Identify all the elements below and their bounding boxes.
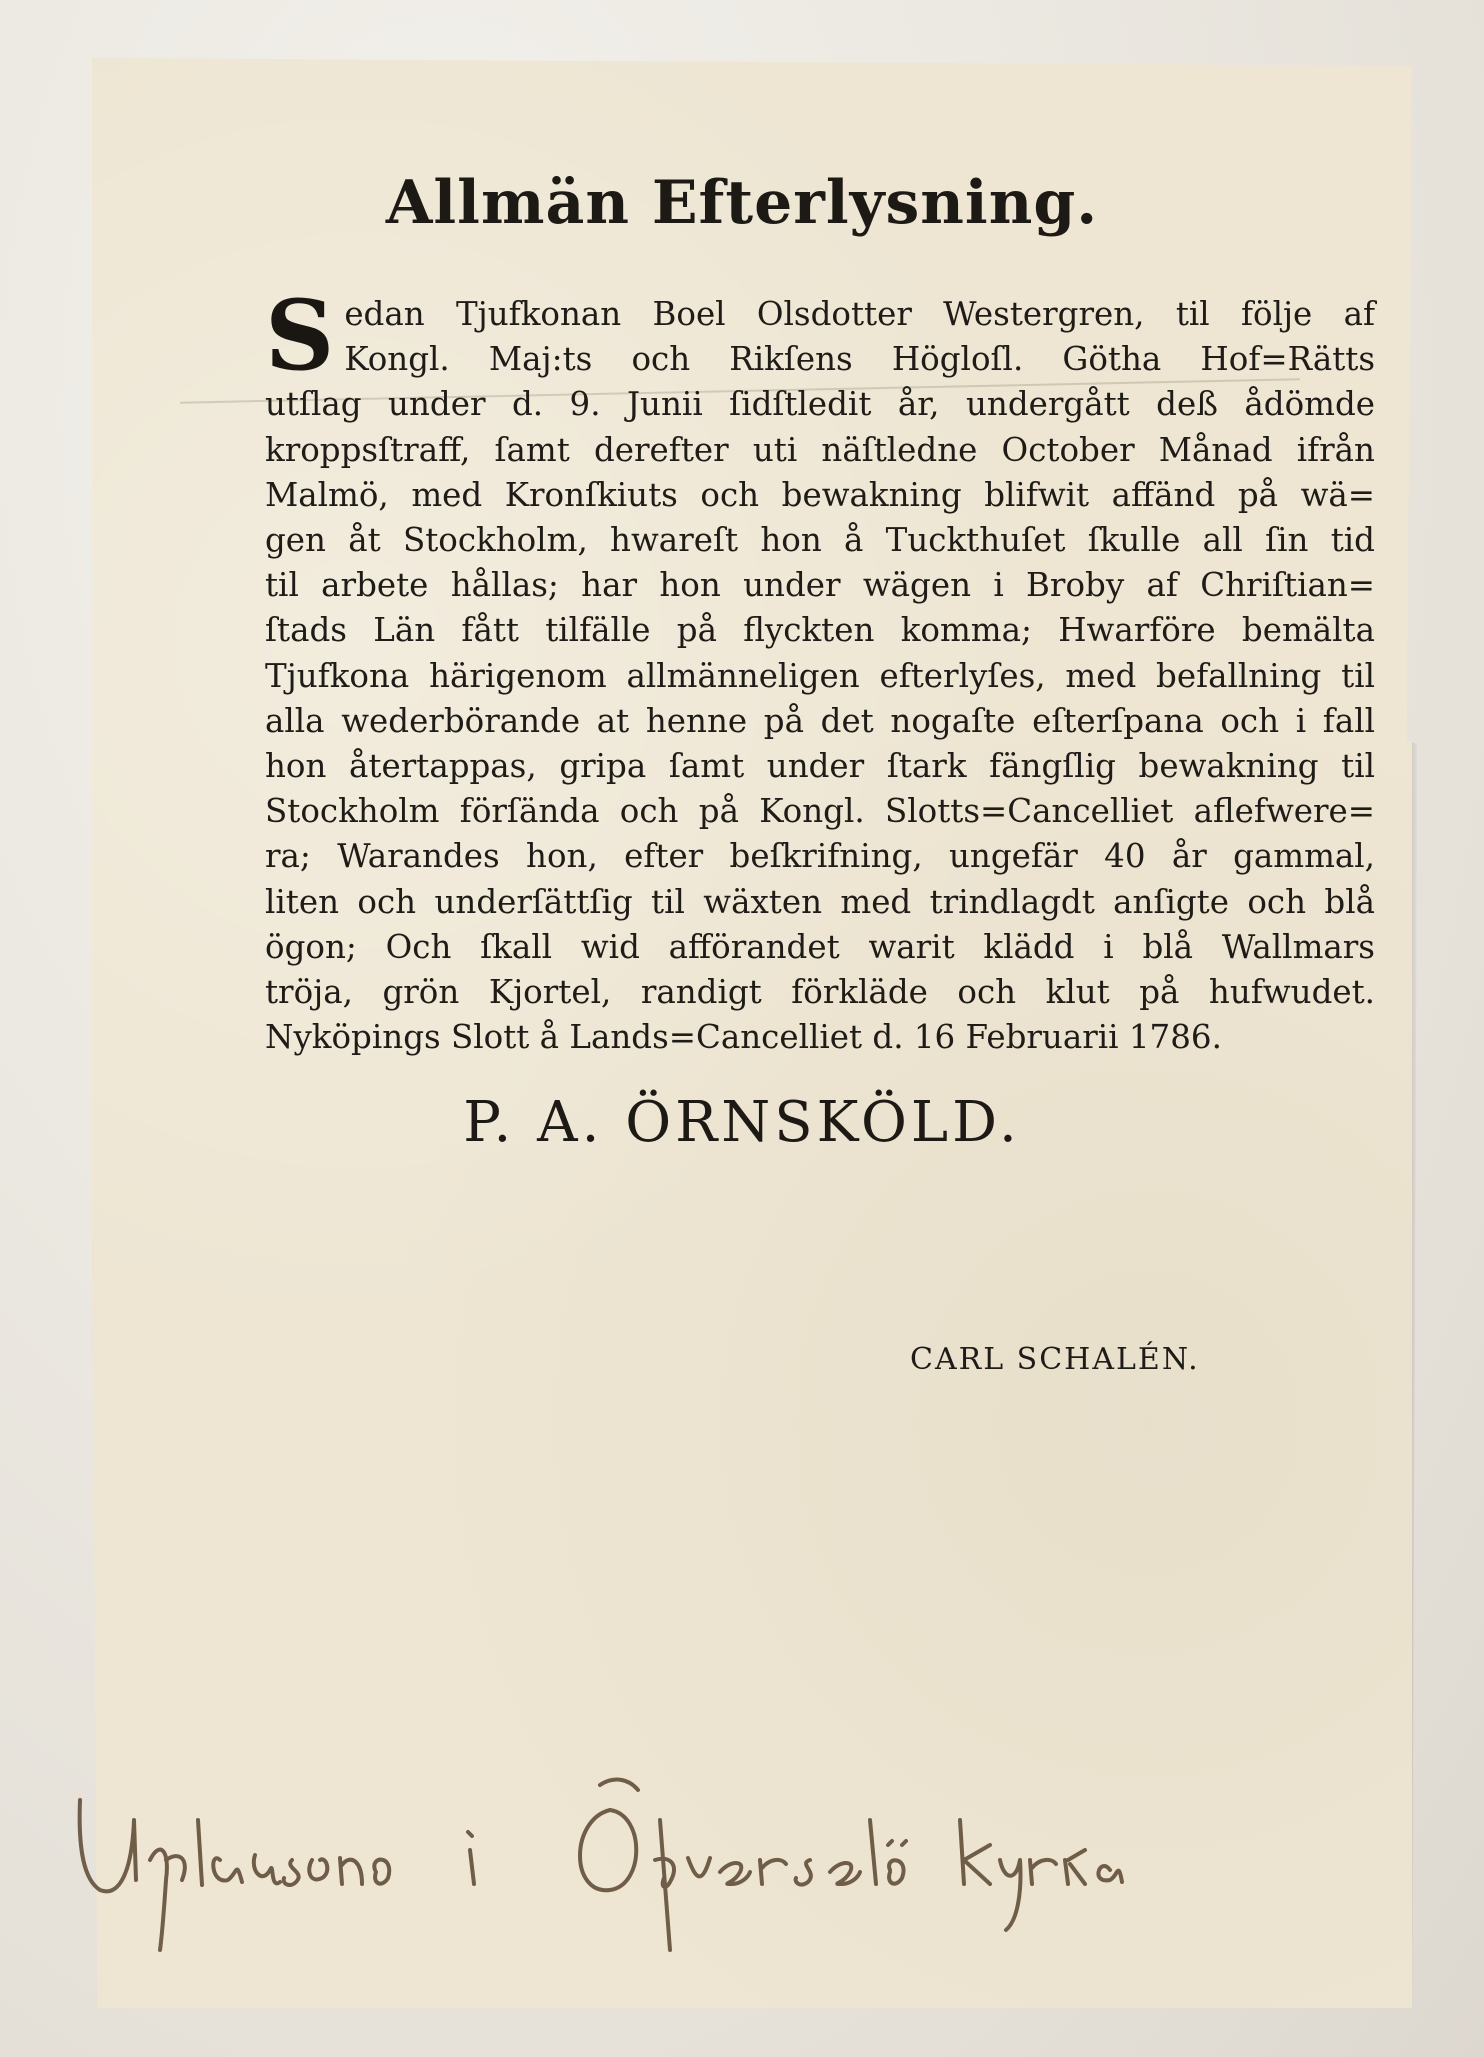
body-line: liten och underſättſig til wäxten med trindlagdt anſigte och blå	[265, 882, 1375, 921]
body-line: ögon; Och ſkall wid afförandet warit klädd i blå Wallmars	[265, 927, 1375, 966]
body-line: edan Tjufkonan Boel Olsdotter Westergren, til följe af	[344, 295, 1375, 333]
body-line: tröja, grön Kjortel, randigt förkläde och klut på hufwudet.	[265, 973, 1375, 1012]
body-line: Tjufkona härigenom allmänneligen efterlyſes, med befallning til	[265, 656, 1375, 695]
body-line: til arbete hållas; har hon under wägen i Broby af Chriſtian=	[265, 566, 1375, 605]
document-title: Allmän Efterlysning.	[385, 168, 1099, 238]
body-line: ſtads Län fått tilfälle på flyckten komma; Hwarföre bemälta	[265, 611, 1375, 650]
signature-schalen: CARL SCHALÉN.	[910, 1342, 1200, 1377]
handwritten-note	[70, 1760, 1370, 1960]
body-line: hon återtappas, gripa ſamt under ſtark fängſlig bewakning til	[265, 747, 1375, 786]
body-line: ra; Warandes hon, efter beſkrifning, ungefär 40 år gammal,	[265, 837, 1375, 876]
body-line: Kongl. Maj:ts och Rikſens Högloſl. Götha Hof=Rätts	[344, 340, 1375, 379]
signature-ornskold: P. A. ÖRNSKÖLD.	[463, 1090, 1021, 1155]
body-line: Malmö, med Kronſkiuts och bewakning blifwit affänd på wä=	[265, 475, 1375, 514]
body-line: Stockholm förſända och på Kongl. Slotts=Cancelliet aflefwere=	[265, 792, 1375, 831]
document-body	[265, 279, 1375, 1060]
body-line: gen åt Stockholm, hwareſt hon å Tuckthuſet ſkulle all ſin tid	[265, 521, 1375, 560]
body-line: Nyköpings Slott å Lands=Cancelliet d. 16 Februarii 1786.	[265, 1018, 1222, 1057]
body-line: alla wederbörande at henne på det nogaſte eſterſpana och i fall	[265, 701, 1375, 740]
body-line: kroppsſtraff, ſamt derefter uti näſtledne October Månad ifrån	[265, 430, 1375, 469]
drop-cap: S	[265, 279, 335, 392]
handwritten-note-scribble	[70, 1760, 1370, 1960]
body-line: utſlag under d. 9. Junii ſidſtledit år, undergått deß ådömde	[265, 385, 1375, 424]
